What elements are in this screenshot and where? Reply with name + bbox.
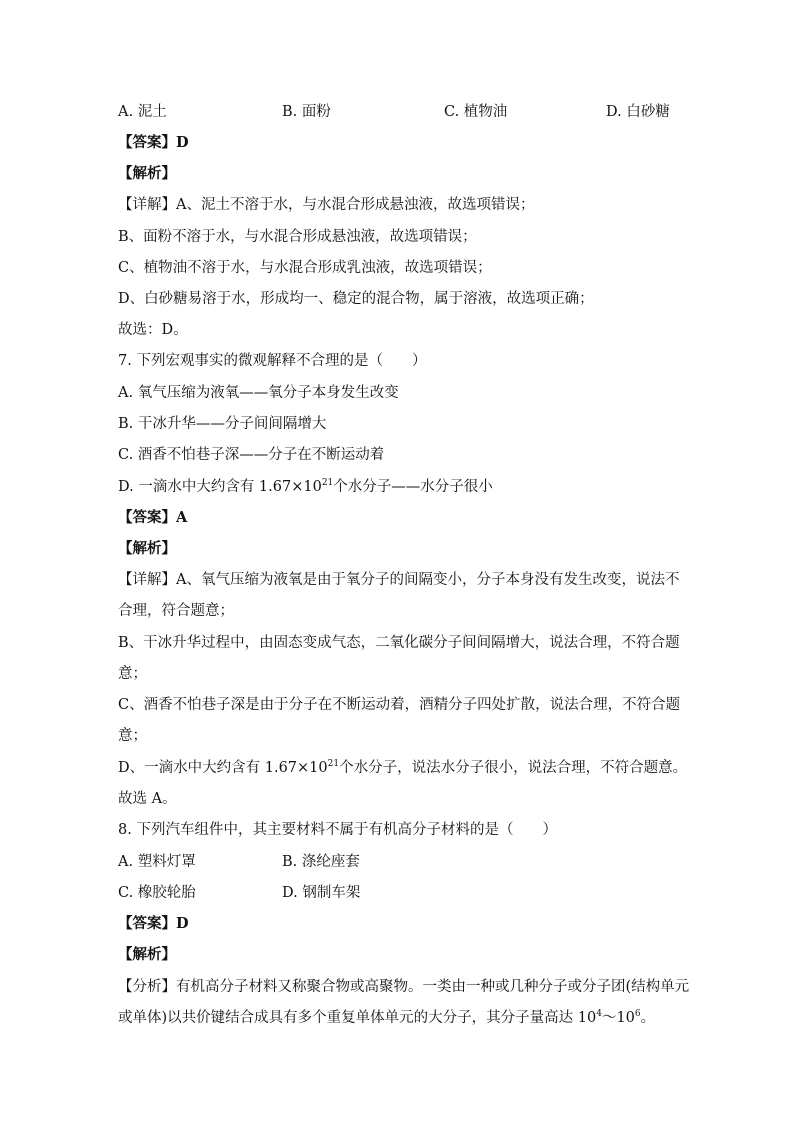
- q6-answer: 【答案】D: [118, 134, 189, 151]
- q7-detail-line: B、干冰升华过程中，由固态变成气态，二氧化碳分子间间隔增大，说法合理，不符合题: [118, 635, 680, 651]
- q8-question: 8. 下列汽车组件中，其主要材料不属于有机高分子材料的是（ ）: [118, 822, 557, 838]
- q7-option-a: A. 氧气压缩为液氧——氧分子本身发生改变: [118, 385, 399, 401]
- q6-detail-line: D、白砂糖易溶于水，形成均一、稳定的混合物，属于溶液，故选项正确；: [118, 291, 594, 307]
- q8-fenxi-exponent-1: 4: [596, 1009, 602, 1019]
- q8-option-b: B. 涤纶座套: [282, 854, 360, 870]
- q7-detail-line: C、酒香不怕巷子深是由于分子在不断运动着，酒精分子四处扩散，说法合理，不符合题: [118, 697, 681, 713]
- q8-option-c: C. 橡胶轮胎: [118, 885, 196, 901]
- q6-option-b: B. 面粉: [282, 104, 331, 120]
- q8-answer: 【答案】D: [118, 915, 189, 932]
- q7-detail-line: 【详解】A、氧气压缩为液氧是由于氧分子的间隔变小，分子本身没有发生改变，说法不: [118, 572, 680, 588]
- q6-analysis-heading: 【解析】: [118, 165, 176, 182]
- q7-answer: 【答案】A: [118, 509, 188, 526]
- q8-option-a: A. 塑料灯罩: [118, 854, 196, 870]
- q8-fenxi-text: 或单体)以共价键结合成具有多个重复单体单元的大分子，其分子量高达 10: [118, 1010, 597, 1026]
- q7-option-d: [118, 477, 678, 497]
- q8-fenxi-range: ～10: [601, 1010, 635, 1026]
- q7-conclusion: 故选 A。: [118, 791, 177, 807]
- q6-detail-line: 【详解】A、泥土不溶于水，与水混合形成悬浊液，故选项错误；: [118, 197, 535, 213]
- q8-fenxi-end: 。: [640, 1010, 656, 1026]
- q7-option-d-text-end: 个水分子——水分子很小: [333, 479, 493, 495]
- q7-detail-d: [118, 758, 688, 778]
- q7-option-d-text: D. 一滴水中大约含有 1.67×10: [118, 479, 322, 495]
- q6-conclusion: 故选：D。: [118, 322, 188, 338]
- q6-option-d: D. 白砂糖: [606, 104, 670, 120]
- q7-detail-line: 意；: [118, 666, 147, 682]
- q8-option-d: D. 钢制车架: [282, 885, 361, 901]
- q6-option-a: A. 泥土: [118, 104, 167, 120]
- q7-detail-line: 合理，符合题意；: [118, 603, 234, 619]
- q7-option-b: B. 干冰升华——分子间间隔增大: [118, 416, 327, 432]
- q7-detail-d-text-end: 个水分子，说法水分子很小，说法合理，不符合题意。: [339, 760, 688, 776]
- q7-detail-line: 意；: [118, 728, 147, 744]
- q6-detail-line: B、面粉不溶于水，与水混合形成悬浊液，故选项错误；: [118, 229, 477, 245]
- q8-fenxi-line-1: 【分析】有机高分子材料又称聚合物或高聚物。一类由一种或几种分子或分子团(结构单元: [118, 979, 690, 995]
- q6-option-c: C. 植物油: [444, 104, 508, 120]
- q6-detail-line: C、植物油不溶于水，与水混合形成乳浊液，故选项错误；: [118, 260, 492, 276]
- q7-option-c: C. 酒香不怕巷子深——分子在不断运动着: [118, 447, 385, 463]
- q7-question: 7. 下列宏观事实的微观解释不合理的是（ ）: [118, 353, 427, 369]
- q8-fenxi-exponent-2: 6: [634, 1009, 641, 1019]
- q7-analysis-heading: 【解析】: [118, 540, 176, 557]
- q8-fenxi-line-2: [118, 1008, 678, 1028]
- q7-detail-d-exponent: 21: [327, 759, 340, 769]
- q8-analysis-heading: 【解析】: [118, 946, 176, 963]
- q7-detail-d-text: D、一滴水中大约含有 1.67×10: [118, 760, 328, 776]
- q7-option-d-exponent: 21: [321, 478, 334, 488]
